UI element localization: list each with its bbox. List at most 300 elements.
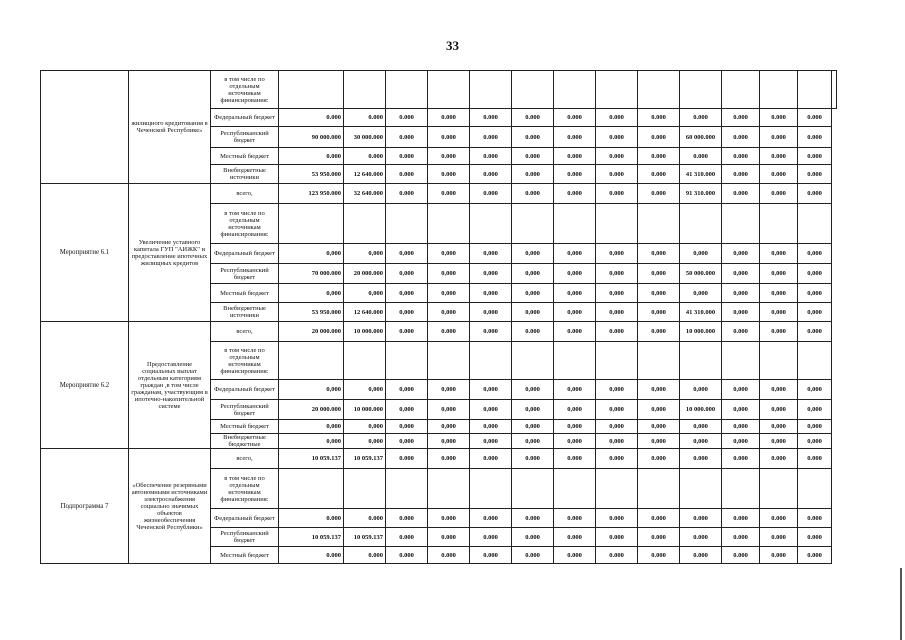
year-cell: 0.000 xyxy=(386,184,428,204)
year-cell: 10 059.137 xyxy=(344,528,386,547)
year-cell: 0.000 xyxy=(760,547,798,564)
funding-source: Внебюджетные источники xyxy=(211,303,279,322)
year-cell: 0,000 xyxy=(798,284,832,303)
year-cell: 0,000 xyxy=(680,420,722,434)
year-cell: 0.000 xyxy=(722,322,760,342)
year-cell: 0,000 xyxy=(722,400,760,420)
funding-source: Республиканский бюджет xyxy=(211,400,279,420)
year-cell xyxy=(722,469,760,509)
funding-source: в том числе по отдельным источникам финансирования: xyxy=(211,71,279,109)
year-cell: 0,000 xyxy=(470,264,512,284)
year-cell xyxy=(596,342,638,380)
year-cell: 0.000 xyxy=(760,127,798,148)
year-cell: 0.000 xyxy=(512,165,554,184)
year-cell: 0,000 xyxy=(596,434,638,449)
year-cell: 0.000 xyxy=(798,109,832,127)
year-cell: 0.000 xyxy=(638,547,680,564)
year-cell xyxy=(638,204,680,244)
year-cell: 0,000 xyxy=(596,420,638,434)
year-cell: 0.000 xyxy=(680,509,722,528)
year-cell: 0,000 xyxy=(470,380,512,400)
year-cell: 0.000 xyxy=(638,528,680,547)
year-cell xyxy=(344,342,386,380)
year-cell: 0.000 xyxy=(722,148,760,165)
year-cell xyxy=(470,204,512,244)
total-cell: 0,000 xyxy=(279,380,344,400)
year-cell: 41 310.000 xyxy=(680,165,722,184)
year-cell: 0.000 xyxy=(386,528,428,547)
total-cell: 0,000 xyxy=(279,284,344,303)
year-cell: 0,000 xyxy=(798,264,832,284)
year-cell: 0.000 xyxy=(722,449,760,469)
year-cell: 0,000 xyxy=(554,303,596,322)
year-cell: 0.000 xyxy=(470,109,512,127)
year-cell: 0,000 xyxy=(386,420,428,434)
year-cell: 0.000 xyxy=(596,509,638,528)
year-cell: 0,000 xyxy=(638,284,680,303)
year-cell: 0.000 xyxy=(638,165,680,184)
year-cell: 0.000 xyxy=(760,109,798,127)
year-cell: 0,000 xyxy=(386,264,428,284)
measure-name: «Обеспечение резервными автономными источниками электроснабжения социально значимых объектов жизнеобеспечения Чеченской Республики» xyxy=(129,449,211,564)
year-cell: 0,000 xyxy=(596,284,638,303)
year-cell: 0.000 xyxy=(760,184,798,204)
total-cell: 0.000 xyxy=(279,109,344,127)
year-cell: 0,000 xyxy=(798,400,832,420)
year-cell: 0,000 xyxy=(722,264,760,284)
year-cell: 0.000 xyxy=(638,184,680,204)
year-cell: 0,000 xyxy=(428,400,470,420)
page-number: 33 xyxy=(446,38,459,53)
year-cell: 0,000 xyxy=(722,434,760,449)
year-cell: 0,000 xyxy=(760,434,798,449)
year-cell xyxy=(428,71,470,109)
year-cell: 0,000 xyxy=(596,244,638,264)
total-cell: 10 059.137 xyxy=(279,528,344,547)
year-cell: 0.000 xyxy=(638,509,680,528)
year-cell: 0,000 xyxy=(760,400,798,420)
year-cell: 0,000 xyxy=(470,284,512,303)
year-cell: 0.000 xyxy=(760,528,798,547)
funding-source: Федеральный бюджет xyxy=(211,109,279,127)
year-cell: 0,000 xyxy=(470,303,512,322)
funding-source: Местный бюджет xyxy=(211,148,279,165)
year-cell: 0,000 xyxy=(512,284,554,303)
year-cell: 0,000 xyxy=(638,420,680,434)
year-cell xyxy=(512,342,554,380)
year-cell: 0,000 xyxy=(470,244,512,264)
year-cell xyxy=(512,71,554,109)
year-cell: 0.000 xyxy=(798,547,832,564)
funding-source: Местный бюджет xyxy=(211,284,279,303)
year-cell: 0,000 xyxy=(722,244,760,264)
year-cell: 0.000 xyxy=(722,528,760,547)
year-cell xyxy=(722,71,760,109)
year-cell: 0.000 xyxy=(680,109,722,127)
year-cell: 0.000 xyxy=(512,127,554,148)
year-cell: 0.000 xyxy=(386,109,428,127)
year-cell: 0.000 xyxy=(680,148,722,165)
year-cell: 60 000.000 xyxy=(680,127,722,148)
year-cell: 0,000 xyxy=(638,400,680,420)
year-cell: 0,000 xyxy=(344,380,386,400)
year-cell: 0,000 xyxy=(798,244,832,264)
year-cell: 0.000 xyxy=(428,165,470,184)
year-cell: 0.000 xyxy=(596,449,638,469)
year-cell: 0.000 xyxy=(428,528,470,547)
year-cell: 0.000 xyxy=(512,509,554,528)
year-cell: 0,000 xyxy=(344,244,386,264)
year-cell: 0.000 xyxy=(344,109,386,127)
year-cell: 0.000 xyxy=(760,449,798,469)
year-cell: 0,000 xyxy=(554,434,596,449)
year-cell: 0,000 xyxy=(512,420,554,434)
year-cell xyxy=(638,71,680,109)
year-cell: 0,000 xyxy=(638,303,680,322)
year-cell: 0,000 xyxy=(596,380,638,400)
year-cell: 0.000 xyxy=(386,509,428,528)
year-cell: 0,000 xyxy=(638,434,680,449)
year-cell: 0.000 xyxy=(428,148,470,165)
year-cell xyxy=(470,342,512,380)
year-cell xyxy=(512,204,554,244)
year-cell: 0,000 xyxy=(428,303,470,322)
year-cell xyxy=(344,204,386,244)
year-cell: 0.000 xyxy=(554,528,596,547)
year-cell: 0.000 xyxy=(512,148,554,165)
year-cell: 0,000 xyxy=(386,400,428,420)
year-cell xyxy=(386,204,428,244)
year-cell xyxy=(386,71,428,109)
table-row xyxy=(41,449,837,469)
year-cell: 0,000 xyxy=(512,400,554,420)
year-cell: 0,000 xyxy=(760,244,798,264)
year-cell xyxy=(638,342,680,380)
year-cell: 10 059.137 xyxy=(344,449,386,469)
funding-source: в том числе по отдельным источникам финансирования: xyxy=(211,204,279,244)
year-cell: 0,000 xyxy=(512,303,554,322)
year-cell xyxy=(722,342,760,380)
total-cell xyxy=(279,342,344,380)
year-cell xyxy=(596,71,638,109)
year-cell: 0.000 xyxy=(512,109,554,127)
total-cell: 123 950.000 xyxy=(279,184,344,204)
table-row xyxy=(41,322,837,342)
year-cell xyxy=(722,204,760,244)
year-cell: 0.000 xyxy=(386,165,428,184)
funding-source: Республиканский бюджет xyxy=(211,528,279,547)
funding-source: Федеральный бюджет xyxy=(211,509,279,528)
year-cell xyxy=(832,71,837,109)
funding-source: всего, xyxy=(211,184,279,204)
year-cell: 0.000 xyxy=(596,165,638,184)
budget-table xyxy=(40,70,837,564)
scan-edge-line xyxy=(900,568,902,640)
year-cell: 0.000 xyxy=(554,547,596,564)
year-cell xyxy=(554,469,596,509)
total-cell: 10 059.137 xyxy=(279,449,344,469)
year-cell: 0.000 xyxy=(638,109,680,127)
year-cell: 0.000 xyxy=(798,449,832,469)
funding-source: Местный бюджет xyxy=(211,420,279,434)
year-cell: 0,000 xyxy=(680,380,722,400)
year-cell: 0.000 xyxy=(554,127,596,148)
year-cell xyxy=(344,469,386,509)
year-cell: 0,000 xyxy=(470,434,512,449)
year-cell: 0.000 xyxy=(596,322,638,342)
year-cell: 0.000 xyxy=(798,127,832,148)
year-cell: 0.000 xyxy=(428,109,470,127)
total-cell: 0.000 xyxy=(279,148,344,165)
total-cell: 90 000.000 xyxy=(279,127,344,148)
year-cell: 0.000 xyxy=(512,322,554,342)
year-cell: 32 640.000 xyxy=(344,184,386,204)
year-cell xyxy=(760,342,798,380)
year-cell: 0.000 xyxy=(554,148,596,165)
total-cell: 53 950.000 xyxy=(279,303,344,322)
year-cell xyxy=(798,204,832,244)
funding-source: в том числе по отдельным источникам финансирования: xyxy=(211,469,279,509)
year-cell: 0.000 xyxy=(596,127,638,148)
section-label: Подпрограмма 7 xyxy=(41,449,129,564)
year-cell: 0,000 xyxy=(760,303,798,322)
year-cell: 0,000 xyxy=(428,244,470,264)
year-cell xyxy=(512,469,554,509)
year-cell: 0.000 xyxy=(722,109,760,127)
year-cell: 0.000 xyxy=(722,165,760,184)
year-cell: 12 640.000 xyxy=(344,303,386,322)
year-cell: 0.000 xyxy=(470,449,512,469)
year-cell: 0.000 xyxy=(386,547,428,564)
year-cell: 10 000.000 xyxy=(680,400,722,420)
year-cell: 0.000 xyxy=(512,449,554,469)
year-cell: 0,000 xyxy=(386,284,428,303)
year-cell: 0.000 xyxy=(680,547,722,564)
year-cell: 0,000 xyxy=(428,264,470,284)
year-cell: 0,000 xyxy=(798,303,832,322)
funding-source: Республиканский бюджет xyxy=(211,127,279,148)
year-cell: 0,000 xyxy=(512,244,554,264)
year-cell: 0.000 xyxy=(554,165,596,184)
year-cell: 0,000 xyxy=(386,380,428,400)
year-cell: 0,000 xyxy=(512,380,554,400)
year-cell: 0.000 xyxy=(554,184,596,204)
year-cell xyxy=(760,71,798,109)
year-cell: 0,000 xyxy=(722,420,760,434)
total-cell: 0,000 xyxy=(279,434,344,449)
year-cell: 0.000 xyxy=(760,322,798,342)
year-cell xyxy=(428,204,470,244)
year-cell: 0.000 xyxy=(722,127,760,148)
year-cell: 0,000 xyxy=(638,380,680,400)
year-cell: 0.000 xyxy=(470,509,512,528)
year-cell: 0,000 xyxy=(554,420,596,434)
total-cell: 0.000 xyxy=(279,509,344,528)
year-cell: 0,000 xyxy=(760,284,798,303)
measure-name: жилищного кредитования в Чеченской Республике» xyxy=(129,71,211,184)
budget-table-body xyxy=(41,71,837,564)
year-cell: 0.000 xyxy=(470,528,512,547)
year-cell: 0,000 xyxy=(344,420,386,434)
year-cell: 0,000 xyxy=(638,244,680,264)
year-cell: 0,000 xyxy=(512,264,554,284)
year-cell: 0,000 xyxy=(680,244,722,264)
section-label: Мероприятие 6.1 xyxy=(41,184,129,322)
year-cell: 0.000 xyxy=(470,184,512,204)
year-cell: 0,000 xyxy=(596,264,638,284)
year-cell: 0.000 xyxy=(386,449,428,469)
year-cell: 0,000 xyxy=(386,434,428,449)
year-cell: 10 000.000 xyxy=(344,400,386,420)
year-cell: 0.000 xyxy=(512,528,554,547)
funding-source: всего, xyxy=(211,449,279,469)
year-cell: 0,000 xyxy=(428,420,470,434)
year-cell: 0.000 xyxy=(554,322,596,342)
year-cell: 0.000 xyxy=(470,322,512,342)
year-cell: 0,000 xyxy=(798,420,832,434)
year-cell: 0.000 xyxy=(680,528,722,547)
measure-name: Увеличение уставного капитала ГУП "АИЖК" и предоставление ипотечных жилищных кредитов xyxy=(129,184,211,322)
year-cell: 0.000 xyxy=(470,148,512,165)
year-cell xyxy=(596,469,638,509)
total-cell: 0.000 xyxy=(279,547,344,564)
year-cell: 0.000 xyxy=(428,184,470,204)
year-cell: 0,000 xyxy=(798,380,832,400)
year-cell xyxy=(428,342,470,380)
funding-source: Внебюджетные бюджетные xyxy=(211,434,279,449)
year-cell: 0.000 xyxy=(596,528,638,547)
year-cell: 0.000 xyxy=(760,148,798,165)
funding-source: Местный бюджет xyxy=(211,547,279,564)
year-cell: 0,000 xyxy=(386,244,428,264)
year-cell: 0,000 xyxy=(428,284,470,303)
year-cell xyxy=(798,469,832,509)
year-cell: 0,000 xyxy=(554,400,596,420)
year-cell: 50 000.000 xyxy=(680,264,722,284)
year-cell: 0,000 xyxy=(386,303,428,322)
year-cell xyxy=(344,71,386,109)
year-cell: 0.000 xyxy=(428,449,470,469)
year-cell: 0.000 xyxy=(470,127,512,148)
year-cell: 41 310.000 xyxy=(680,303,722,322)
year-cell: 0.000 xyxy=(638,148,680,165)
year-cell: 0.000 xyxy=(386,127,428,148)
year-cell: 0,000 xyxy=(596,303,638,322)
total-cell: 20 000.000 xyxy=(279,400,344,420)
year-cell xyxy=(680,342,722,380)
total-cell: 70 000.000 xyxy=(279,264,344,284)
year-cell xyxy=(470,469,512,509)
year-cell: 0.000 xyxy=(798,322,832,342)
year-cell: 0,000 xyxy=(554,284,596,303)
table-row xyxy=(41,184,837,204)
year-cell: 0.000 xyxy=(798,509,832,528)
year-cell: 0.000 xyxy=(680,449,722,469)
year-cell: 0.000 xyxy=(386,148,428,165)
year-cell: 0.000 xyxy=(760,165,798,184)
year-cell xyxy=(386,342,428,380)
year-cell: 0,000 xyxy=(554,380,596,400)
year-cell: 0.000 xyxy=(344,148,386,165)
year-cell: 0.000 xyxy=(470,547,512,564)
year-cell xyxy=(554,342,596,380)
year-cell xyxy=(798,71,832,109)
year-cell xyxy=(428,469,470,509)
year-cell: 0,000 xyxy=(638,264,680,284)
year-cell: 0,000 xyxy=(554,264,596,284)
year-cell xyxy=(760,469,798,509)
year-cell: 0,000 xyxy=(344,434,386,449)
year-cell xyxy=(470,71,512,109)
year-cell: 12 640.000 xyxy=(344,165,386,184)
year-cell: 91 310.000 xyxy=(680,184,722,204)
total-cell: 20 000.000 xyxy=(279,322,344,342)
year-cell: 0,000 xyxy=(760,380,798,400)
year-cell: 0.000 xyxy=(722,184,760,204)
year-cell xyxy=(680,71,722,109)
year-cell: 0.000 xyxy=(798,165,832,184)
year-cell: 0.000 xyxy=(344,509,386,528)
year-cell: 0.000 xyxy=(344,547,386,564)
year-cell: 0,000 xyxy=(722,303,760,322)
table-row xyxy=(41,71,837,109)
year-cell: 0.000 xyxy=(596,184,638,204)
year-cell xyxy=(554,71,596,109)
year-cell: 0,000 xyxy=(470,400,512,420)
year-cell: 0.000 xyxy=(428,322,470,342)
year-cell xyxy=(596,204,638,244)
year-cell: 0.000 xyxy=(596,148,638,165)
year-cell: 0.000 xyxy=(596,109,638,127)
year-cell: 0.000 xyxy=(638,127,680,148)
year-cell: 0.000 xyxy=(428,127,470,148)
total-cell xyxy=(279,204,344,244)
year-cell: 0,000 xyxy=(722,284,760,303)
funding-source: Федеральный бюджет xyxy=(211,380,279,400)
year-cell: 0.000 xyxy=(470,165,512,184)
year-cell xyxy=(680,204,722,244)
total-cell xyxy=(279,71,344,109)
year-cell xyxy=(554,204,596,244)
year-cell: 0.000 xyxy=(596,547,638,564)
section-label: Мероприятие 6.2 xyxy=(41,322,129,449)
year-cell: 0.000 xyxy=(760,509,798,528)
year-cell: 0,000 xyxy=(798,434,832,449)
total-cell xyxy=(279,469,344,509)
year-cell: 0.000 xyxy=(512,547,554,564)
year-cell xyxy=(760,204,798,244)
year-cell: 0.000 xyxy=(554,109,596,127)
year-cell: 0.000 xyxy=(428,509,470,528)
section-label xyxy=(41,71,129,184)
year-cell xyxy=(798,342,832,380)
year-cell: 0.000 xyxy=(428,547,470,564)
year-cell: 0.000 xyxy=(798,528,832,547)
year-cell xyxy=(386,469,428,509)
measure-name: Предоставление социальных выплат отдельным категориям граждан ,в том числе гражданам, участвующим в ипотечно-накопительной системе xyxy=(129,322,211,449)
year-cell: 0.000 xyxy=(554,449,596,469)
year-cell: 0.000 xyxy=(798,148,832,165)
year-cell: 0,000 xyxy=(760,420,798,434)
year-cell: 0,000 xyxy=(470,420,512,434)
year-cell: 10 000.000 xyxy=(344,322,386,342)
year-cell: 0.000 xyxy=(386,322,428,342)
year-cell: 10 000.000 xyxy=(680,322,722,342)
year-cell: 0,000 xyxy=(428,380,470,400)
year-cell: 0,000 xyxy=(554,244,596,264)
total-cell: 0,000 xyxy=(279,420,344,434)
year-cell: 0.000 xyxy=(798,184,832,204)
